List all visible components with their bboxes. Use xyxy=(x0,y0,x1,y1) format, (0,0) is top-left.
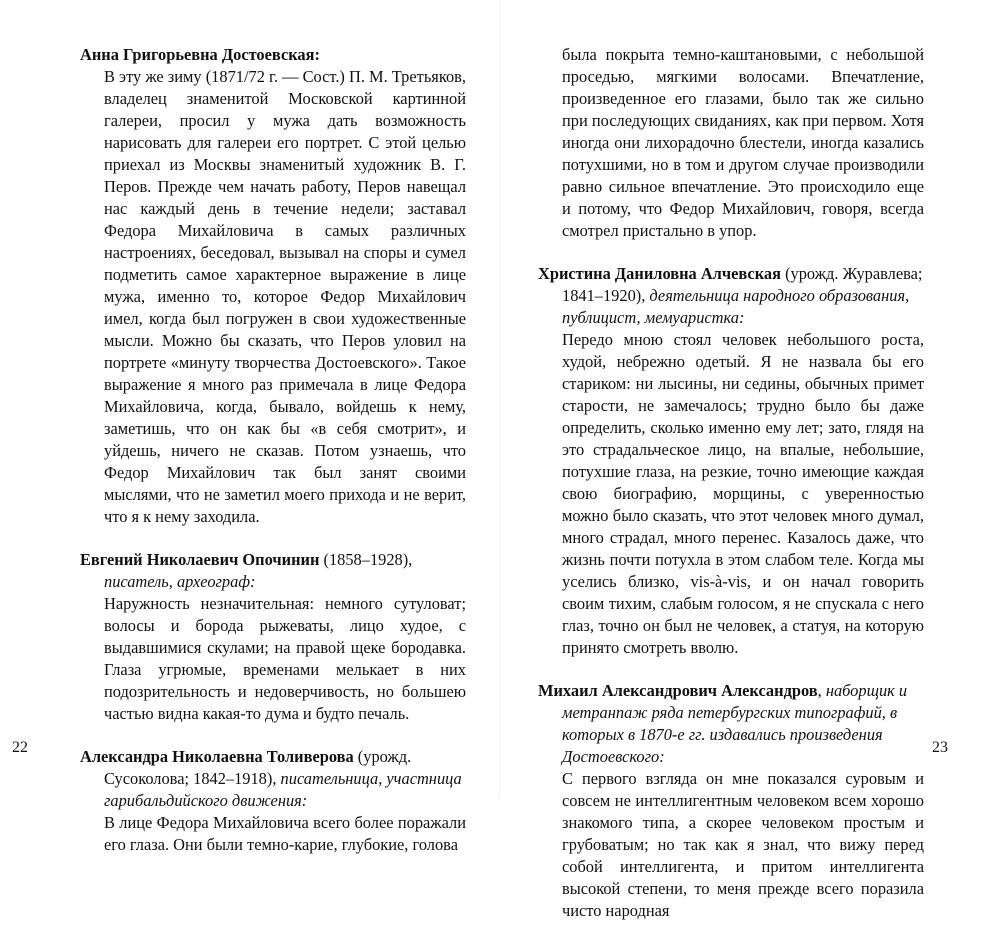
right-text-column xyxy=(538,44,924,943)
person-dates: (1858–1928), xyxy=(319,550,413,569)
person-name: Александра Николаевна Толиверова xyxy=(80,747,354,766)
person-dates: , xyxy=(817,681,826,700)
person-role: наборщик и метранпаж ряда петербургских типографий, в которых в 1870-е гг. издавались произведения Достоевского: xyxy=(562,681,908,766)
person-role: писатель, археограф: xyxy=(104,572,256,591)
entry-text: Наружность незначительная: немного сутуловат; волосы и борода рыжеваты, лицо худое, с выдавшимися скулами; на правой щеке бородавка. Глаза угрюмые, временами мелькает в них подозрительность и недоверчивость, но большею частью видна какая-то дума и будто печаль. xyxy=(104,594,466,723)
person-dates: (урожд. Сусоколова; 1842–1918), xyxy=(104,747,412,788)
person-name: Михаил Александрович Александров xyxy=(538,681,818,700)
entry-text: В эту же зиму (1871/72 г. — Сост.) П. М. Третьяков, владелец знаменитой Московской картинной галереи, просил у мужа дать возможность нарисовать для галереи его портрет. С этой целью приехал из Москвы знаменитый художник В. Г. Перов. Прежде чем начать работу, Перов навещал нас каждый день в течение недели; заставал Федора Михайловича в самых различных настроениях, беседовал, вызывал на споры и сумел подметить самое характерное выражение в лице мужа, именно то, которое Федор Михайлович имел, когда был погружен в свои художественные мысли. Можно бы сказать, что Перов уловил на портрете «минуту творчества Достоевского». Такое выражение я много раз примечала в лице Федора Михайловича, когда, бывало, войдешь к нему, заметишь, что он как бы «в себя смотрит», и уйдешь, ничего не сказав. Потом узнаешь, что Федор Михайлович так был занят своими мыслями, что не заметил моего прихода и не верит, что я к нему заходила. xyxy=(104,67,466,526)
entry-text: Передо мною стоял человек небольшого роста, худой, небрежно одетый. Я не назвала бы его стариком: ни лысины, ни седины, обычных примет старости, не замечалось; трудно было бы даже определить, сколько именно ему лет; зато, глядя на это страдальческое лицо, на впалые, небольшие, потухшие глаза, на резкие, точно имеющие каждая свою биографию, морщины, с уверенностью можно было сказать, что этот человек много думал, много страдал, много перенес. Казалось даже, что жизнь почти потухла в этом слабом теле. Когда мы уселись близко, vis-à-vis, и он начал говорить своим тихим, слабым голосом, я не спускала с него глаз, точно он был не человек, а статуя, на которую принято смотреть вволю. xyxy=(562,330,924,657)
entry-dostoevskaya xyxy=(80,44,466,528)
entry-toliverova xyxy=(80,746,466,856)
left-page xyxy=(0,0,500,854)
entry-heading xyxy=(80,746,466,812)
right-page xyxy=(500,0,1000,920)
entry-heading xyxy=(538,263,924,329)
person-dates: (урожд. Журавлева; 1841–1920), xyxy=(562,264,923,305)
entry-heading xyxy=(538,680,924,768)
person-role: писательница, участница гарибальдийского движения: xyxy=(104,769,462,810)
entry-alchevskaya xyxy=(538,263,924,659)
entry-text: была покрыта темно-каштановыми, с небольшой проседью, мягкими волосами. Впечатление, произведенное его глазами, было так же сильно при последующих свиданиях, как при первом. Хотя иногда они лихорадочно блестели, иногда казались потухшими, но в том и другом случае производили равно сильное впечатление. Это происходило еще и потому, что Федор Михайлович, говоря, всегда смотрел пристально в упор. xyxy=(562,45,924,240)
entry-opochinin xyxy=(80,549,466,725)
person-name: Евгений Николаевич Опочинин xyxy=(80,550,320,569)
person-name: Христина Даниловна Алчевская xyxy=(538,264,781,283)
entry-text: С первого взгляда он мне показался суровым и совсем не интеллигентным человеком всем хорошо знакомого типа, а скорее человеком простым и грубоватым; но так как я знал, что вижу перед собой интеллигента, и притом интеллигента высокой степени, то меня прежде всего поразила чисто народная xyxy=(562,769,924,920)
left-text-column xyxy=(80,44,466,877)
entry-heading xyxy=(80,44,466,66)
entry-text: В лице Федора Михайловича всего более поражали его глаза. Они были темно-карие, глубокие, голова xyxy=(104,813,466,854)
page-number-right: 23 xyxy=(932,739,948,756)
entry-aleksandrov xyxy=(538,680,924,922)
person-name: Анна Григорьевна Достоевская: xyxy=(80,45,320,64)
entry-toliverova-continued xyxy=(538,44,924,242)
page-number-left: 22 xyxy=(12,739,28,756)
entry-heading xyxy=(80,549,466,593)
person-role: деятельница народного образования, публицист, мемуаристка: xyxy=(562,286,910,327)
